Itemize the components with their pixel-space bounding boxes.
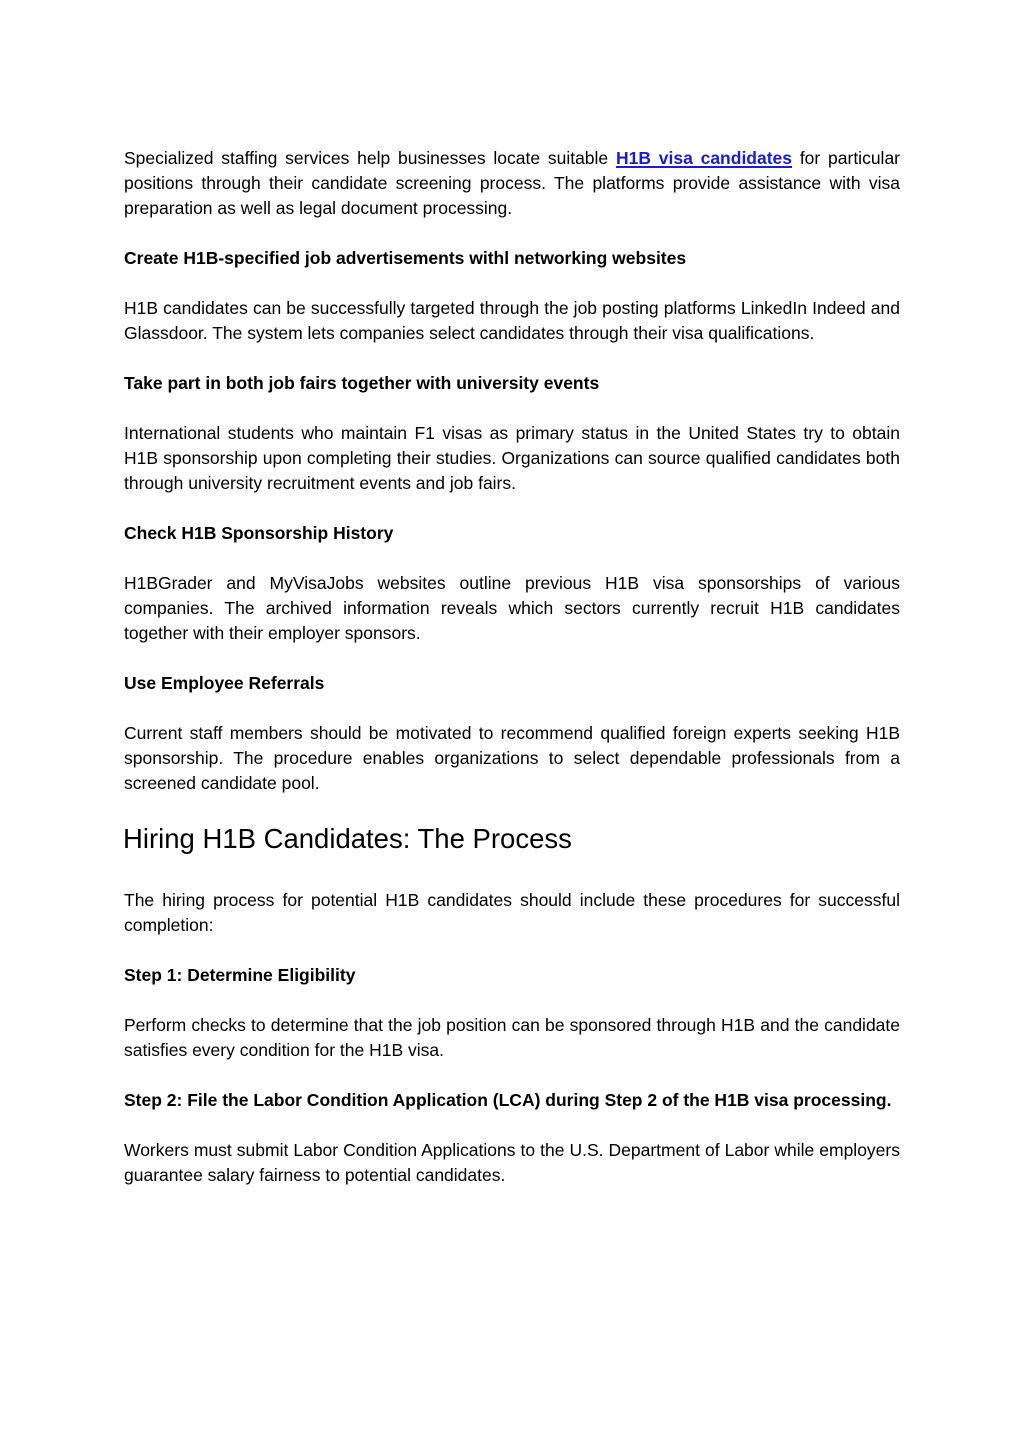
section-body-job-fairs: International students who maintain F1 visas as primary status in the United States try to obtain H1B sponsorship upon completing their studies. Organizations can source qualified candidates both through university recruitment events and job fairs. — [124, 423, 900, 493]
intro-text-before-link: Specialized staffing services help businesses locate suitable — [124, 148, 616, 168]
step-2-body: Workers must submit Labor Condition Applications to the U.S. Department of Labor while employers guarantee salary fairness to potential candidates. — [124, 1140, 900, 1185]
section-body-job-advertisements: H1B candidates can be successfully targeted through the job posting platforms LinkedIn Indeed and Glassdoor. The system lets companies select candidates through their visa qualifications. — [124, 298, 900, 343]
section-heading-sponsorship-history: Check H1B Sponsorship History — [124, 523, 394, 543]
h1b-visa-candidates-link[interactable]: H1B visa candidates — [615, 148, 793, 168]
intro-text-after-link: for particular positions through their candidate screening process. The platforms provide assistance with visa preparation as well as legal document processing. — [124, 148, 901, 218]
spacer — [124, 796, 900, 822]
section-heading-employee-referrals: Use Employee Referrals — [124, 673, 325, 693]
section-heading-job-advertisements: Create H1B-specified job advertisements withl networking websites — [124, 248, 687, 268]
process-intro: The hiring process for potential H1B candidates should include these procedures for successful completion: — [124, 890, 900, 935]
section-heading-job-fairs: Take part in both job fairs together with university events — [124, 373, 600, 393]
step-1-heading: Step 1: Determine Eligibility — [124, 965, 356, 985]
spacer — [124, 856, 900, 888]
document-page — [124, 146, 900, 1188]
step-1-body: Perform checks to determine that the job position can be sponsored through H1B and the candidate satisfies every condition for the H1B visa. — [124, 1015, 900, 1060]
step-2-heading: Step 2: File the Labor Condition Application (LCA) during Step 2 of the H1B visa processing. — [124, 1090, 892, 1110]
section-body-employee-referrals: Current staff members should be motivated to recommend qualified foreign experts seeking H1B sponsorship. The procedure enables organizations to select dependable professionals from a screened candidate pool. — [124, 723, 900, 793]
process-heading: Hiring H1B Candidates: The Process — [123, 823, 572, 854]
intro-paragraph — [124, 146, 900, 221]
section-body-sponsorship-history: H1BGrader and MyVisaJobs websites outline previous H1B visa sponsorships of various companies. The archived information reveals which sectors currently recruit H1B candidates together with their employer sponsors. — [124, 573, 900, 643]
